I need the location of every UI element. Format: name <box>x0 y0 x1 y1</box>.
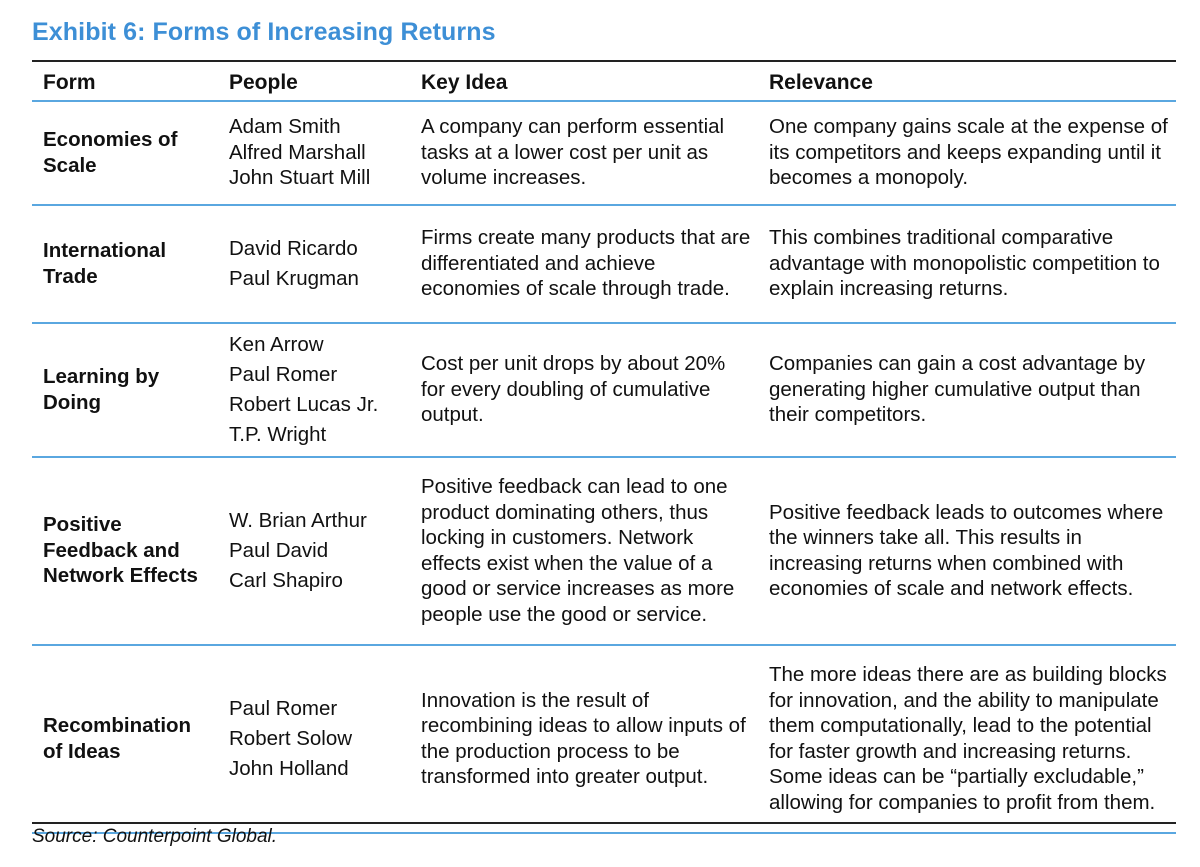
person-name: Ken Arrow <box>229 332 324 356</box>
relevance-cell: Companies can gain a cost advantage by generating higher cumulative output than their competitors. <box>758 323 1176 457</box>
person-name: Paul Krugman <box>229 266 359 290</box>
person-name: Paul Romer <box>229 362 338 386</box>
person-name: Paul Romer <box>229 696 338 720</box>
exhibit-title: Exhibit 6: Forms of Increasing Returns <box>32 18 496 46</box>
table-row <box>32 645 1176 833</box>
people-cell <box>218 457 410 645</box>
header-people: People <box>218 66 410 101</box>
person-name: Alfred Marshall <box>229 140 366 164</box>
forms-table <box>32 66 1176 834</box>
top-rule <box>32 60 1176 62</box>
person-name: David Ricardo <box>229 236 358 260</box>
relevance-cell: One company gains scale at the expense of its competitors and keeps expanding until it becomes a monopoly. <box>758 101 1176 205</box>
person-name: T.P. Wright <box>229 422 327 446</box>
person-name: W. Brian Arthur <box>229 508 367 532</box>
person-name: Robert Lucas Jr. <box>229 392 379 416</box>
header-form: Form <box>32 66 218 101</box>
header-row <box>32 66 1176 101</box>
person-name: Paul David <box>229 538 329 562</box>
people-cell <box>218 101 410 205</box>
relevance-cell: This combines traditional comparative advantage with monopolistic competition to explain increasing returns. <box>758 205 1176 323</box>
person-name: John Stuart Mill <box>229 166 371 190</box>
form-cell: Recombination of Ideas <box>32 645 218 833</box>
table-row <box>32 457 1176 645</box>
header-relevance: Relevance <box>758 66 1176 101</box>
form-cell: Economies of Scale <box>32 101 218 205</box>
table-row <box>32 101 1176 205</box>
source-note: Source: Counterpoint Global. <box>32 826 278 847</box>
key-idea-cell: Innovation is the result of recombining ideas to allow inputs of the production process to be transformed into greater output. <box>410 645 758 833</box>
table-row <box>32 323 1176 457</box>
key-idea-cell: Positive feedback can lead to one product dominating others, thus locking in customers. Network effects exist when the value of a good or service increases as more people use the good or service. <box>410 457 758 645</box>
form-cell: Positive Feedback and Network Effects <box>32 457 218 645</box>
form-cell: International Trade <box>32 205 218 323</box>
table-row <box>32 205 1176 323</box>
person-name: Carl Shapiro <box>229 568 343 592</box>
relevance-cell: Positive feedback leads to outcomes where the winners take all. This results in increasing returns when combined with economies of scale and network effects. <box>758 457 1176 645</box>
person-name: John Holland <box>229 756 349 780</box>
header-key-idea: Key Idea <box>410 66 758 101</box>
key-idea-cell: Cost per unit drops by about 20% for every doubling of cumulative output. <box>410 323 758 457</box>
bottom-rule <box>32 822 1176 824</box>
relevance-cell: The more ideas there are as building blocks for innovation, and the ability to manipulate them computationally, lead to the potential for faster growth and increasing returns. Some ideas can be “partially excludable,” allowing for companies to profit from them. <box>758 645 1176 833</box>
form-cell: Learning by Doing <box>32 323 218 457</box>
person-name: Adam Smith <box>229 115 341 139</box>
people-cell <box>218 645 410 833</box>
key-idea-cell: A company can perform essential tasks at a lower cost per unit as volume increases. <box>410 101 758 205</box>
key-idea-cell: Firms create many products that are differentiated and achieve economies of scale through trade. <box>410 205 758 323</box>
people-cell <box>218 323 410 457</box>
person-name: Robert Solow <box>229 726 353 750</box>
people-cell <box>218 205 410 323</box>
